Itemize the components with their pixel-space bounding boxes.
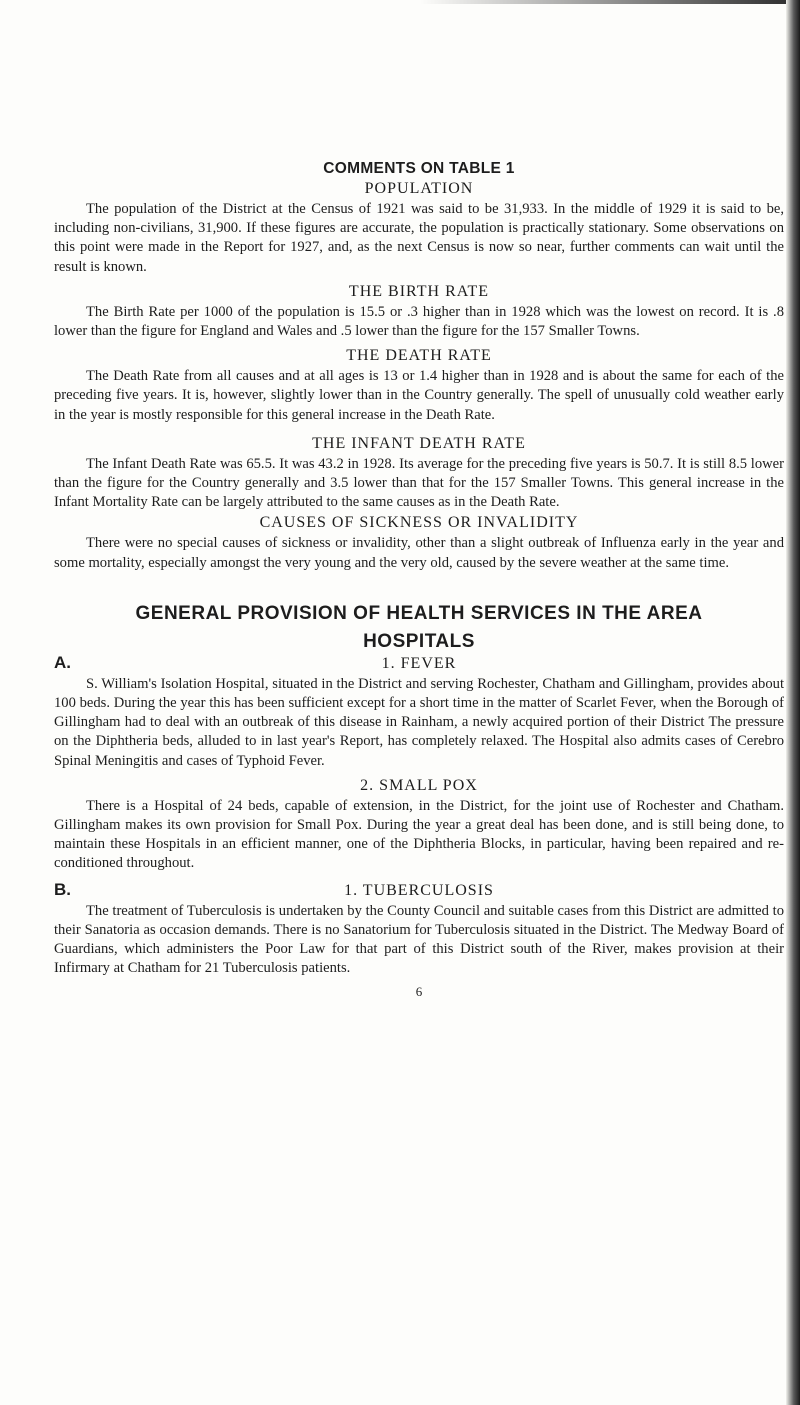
sickness-heading: CAUSES OF SICKNESS OR INVALIDITY xyxy=(259,514,579,532)
section-a-letter: A. xyxy=(54,652,71,672)
small-pox-paragraph: There is a Hospital of 24 beds, capable of extension, in the District, for the joint use of Rochester and Chatham. Gillingham makes its own provision for Small Pox. During the year a great deal has been done, and is still being done, to maintain these Hospitals in an efficient manner, one of the Diphtheria Blocks, in particular, having been repaired and re-conditioned throughout. xyxy=(54,797,784,872)
page-top-edge xyxy=(420,0,800,4)
infant-death-rate-heading: THE INFANT DEATH RATE xyxy=(312,434,526,452)
death-rate-heading: THE DEATH RATE xyxy=(346,347,492,365)
infant-death-rate-paragraph: The Infant Death Rate was 65.5. It was 43.2 in 1928. Its average for the preceding five years is 50.7. It is still 8.5 lower than the figure for the Country generally and 3.5 lower than that for the 157 Smaller Towns. This general increase in the Infant Mortality Rate can be largely attributed to the same causes as in the Death Rate. xyxy=(54,455,784,511)
population-heading: POPULATION xyxy=(364,180,474,197)
birth-rate-heading: THE BIRTH RATE xyxy=(348,282,490,300)
population-paragraph: The population of the District at the Census of 1921 was said to be 31,933. In the middle of 1929 it is said to be, including non-civilians, 31,900. If these figures are accurate, the population is practically stationary. Some observations on this point were made in the Report for 1927, and, as the next Census is now so near, further comments can wait until the result is known. xyxy=(54,201,784,275)
section-b-letter: B. xyxy=(54,879,71,899)
death-rate-paragraph: The Death Rate from all causes and at all ages is 13 or 1.4 higher than in 1928 and is about the same for each of the preceding five years. It is, however, slightly lower than in the Country generally. The spell of unusually cold weather early in the year is mostly responsible for this general increase in the Death Rate. xyxy=(54,368,784,423)
comments-title: COMMENTS ON TABLE 1 xyxy=(323,160,515,177)
section-a-heading-row xyxy=(54,653,784,675)
tuberculosis-heading: 1. TUBERCULOSIS xyxy=(344,881,494,899)
general-provision-title: GENERAL PROVISION OF HEALTH SERVICES IN THE AREA xyxy=(135,602,703,624)
sickness-paragraph: There were no special causes of sickness or invalidity, other than a slight outbreak of Influenza early in the year and some mortality, especially amongst the very young and the very old, caused by the severe weather at the same time. xyxy=(54,535,784,571)
page-binding-edge xyxy=(786,0,800,1405)
fever-heading: 1. FEVER xyxy=(381,654,457,672)
small-pox-heading: 2. SMALL POX xyxy=(360,776,478,794)
page-number: 6 xyxy=(415,984,423,1000)
document-page xyxy=(54,160,784,1000)
section-b-heading-row xyxy=(54,880,784,902)
hospitals-heading: HOSPITALS xyxy=(363,630,475,652)
fever-paragraph: S. William's Isolation Hospital, situated in the District and serving Rochester, Chatham and Gillingham, provides about 100 beds. During the year this has been sufficient except for a short time in the matter of Scarlet Fever, when the Borough of Gillingham had to deal with an outbreak of this disease in Rainham, a newly acquired portion of their District The pressure on the Diphtheria beds, alluded to in last year's Report, has completely relaxed. The Hospital also admits cases of Cerebro Spinal Meningitis and cases of Typhoid Fever. xyxy=(54,675,784,769)
birth-rate-paragraph: The Birth Rate per 1000 of the population is 15.5 or .3 higher than in 1928 which was the lowest on record. It is .8 lower than the figure for England and Wales and .5 lower than the figure for the 157 Smaller Towns. xyxy=(54,303,784,340)
tuberculosis-paragraph: The treatment of Tuberculosis is undertaken by the County Council and suitable cases from this District are admitted to their Sanatoria as occasion demands. There is no Sanatorium for Tuberculosis situated in the District. The Medway Board of Guardians, which administers the Poor Law for that part of this District south of the River, makes provision at their Infirmary at Chatham for 21 Tuberculosis patients. xyxy=(54,902,784,977)
